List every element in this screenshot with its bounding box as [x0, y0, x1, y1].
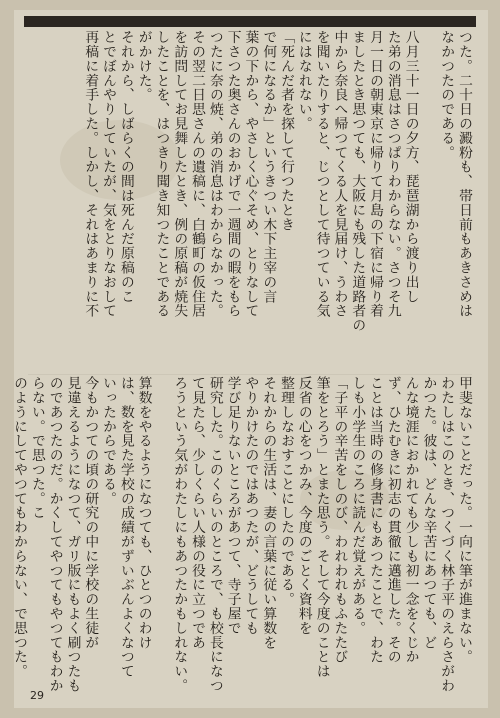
- header-rule: [24, 16, 476, 27]
- upper-text-block: つた。二十日の澱粉も、帯日前もあきさめは なかつたのである。 八月三十一日の夕方、琵琶湖から渡り出し た弟の消息はさつぱりわからない。さつそ九 月一日の朝東京に帰りて月島の下宿に帰り着 ましたとき思つても、大阪にも残した道路者の 中から奈良へ帰つてくる人を見届け、うわさ を聞いたりすると、じつとして待つている気 にはなれない。 「死んだ者を探して行つたとき で何になるか」というきつい木下主宰の言 葉の下から、やさしく心ぐそめ、とりなして 下さつた奥さんのおかげで一週間の暇をもら つたに奈の焼、弟の消息はわからなかった。 その翌二日思さんの遺稿に、白鶴町の仮住居 を訪問してお見舞したとき、例の原稿が焼失 したことを、はつきり聞き知つたことである がかけた。 それから、しばらくの間は死んだ原稿のこ とでぼんやりしていたが、気をとりなおして 再稿に着手した。しかし、それはあまりに不: [82, 30, 472, 333]
- lower-text-block: 甲斐ないことだった。一向に筆が進まない。 わたしはこのとき、つくづく林子平のえらさがわ かつた。彼は、どんな辛苦にあつても、ど んな境涯におかれても少しも初一念をくじか ず、ひたむきに初志の貫徹に邁進した。その ことは当時の修身書にもあつたことで、わた しも小学生のころに読んだ覚えがある。 「子平の辛苦をしのび、われわれもふたたび 筆をとろう」とまた思う。そして今度のことは 反省の心をつかみ、今度のごとく資料を 整理しなおすことにしたのである。 それからの生活は、妻の言葉に従い算数を やりかけたのではあつたが、どうしても 学び足りないところがあつて、寺子屋で 研究した。このくらいのところで、も校長になつ て見たら、少しくらい人様の役に立つであ ろうという気がわたしにもあつたかもしれない。 算数をやるようになつても、ひとつのわけ は、数を見た学校の成績がずいぶんよくなつて いったからである。 今もかつての頃の研究の中に学校の生徒が 見違えるようになつて、ガリ版にもよく刷つたも のであつたのだ。かくしてやつてもやつてもわからない。で思つた。こ のようにしてやつてもわからない、で思つた。: [11, 376, 472, 693]
- page-number: 29: [30, 689, 44, 702]
